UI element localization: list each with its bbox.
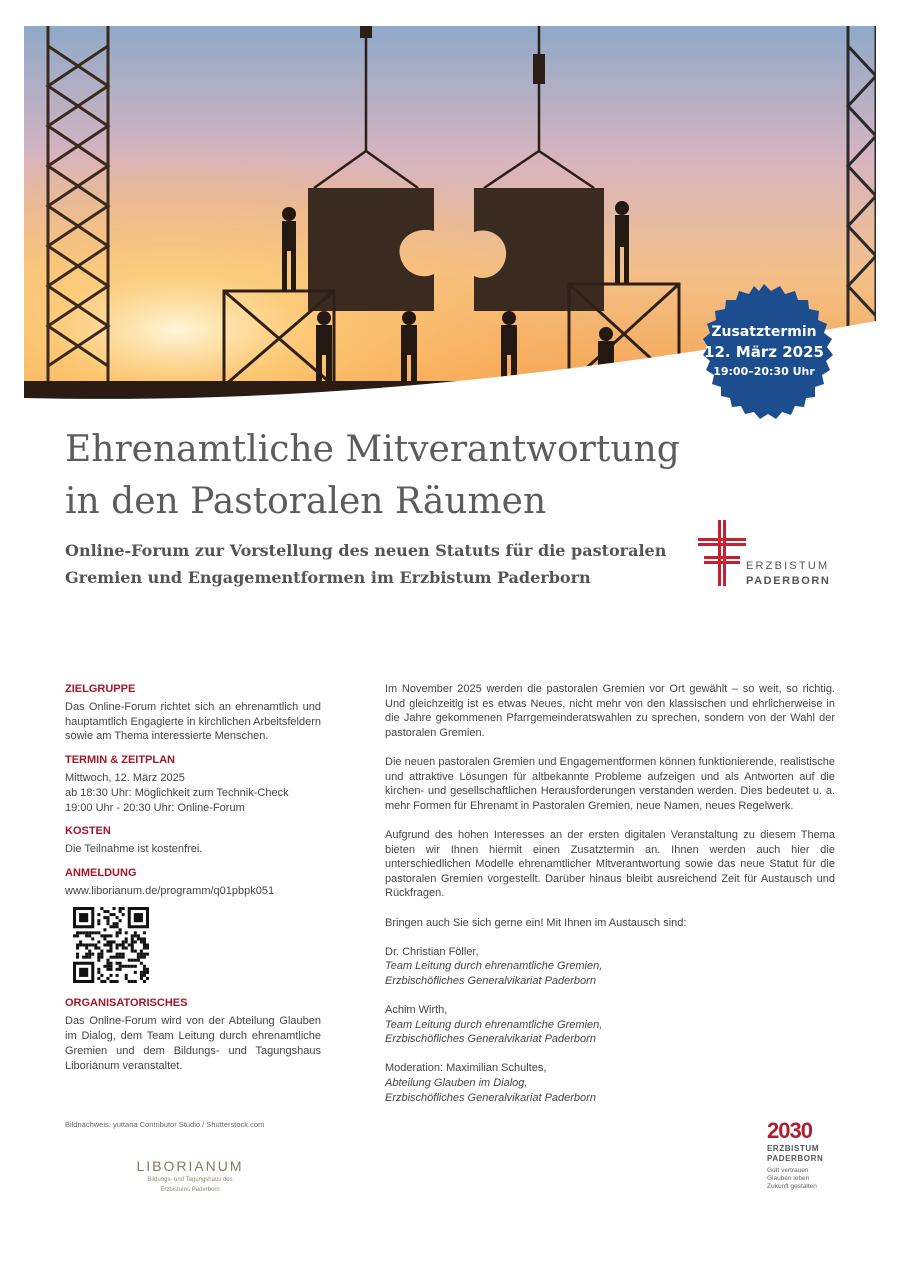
image-credit: Bildnachweis: yuttana Contributor Studio / Shutterstock.com xyxy=(65,1120,265,1129)
erzbistum-logo-line-2: PADERBORN xyxy=(746,575,831,587)
person-role: Abteilung Glauben im Dialog, xyxy=(385,1077,528,1090)
subtitle-line-2: Gremien und Engagementformen im Erzbistum Paderborn xyxy=(65,568,591,587)
logo-2030-slogan-2: Glauben leben xyxy=(767,1175,810,1182)
logo-2030-slogan-3: Zukunft gestalten xyxy=(767,1183,817,1190)
erzbistum-logo xyxy=(698,520,848,590)
person-role: Team Leitung durch ehrenamtliche Gremien, xyxy=(385,1018,603,1031)
zielgruppe-heading: ZIELGRUPPE xyxy=(65,683,136,695)
person-role: Team Leitung durch ehrenamtliche Gremien, xyxy=(385,960,603,973)
organisatorisches-text: Das Online-Forum wird von der Abteilung Glauben im Dialog, dem Team Leitung durch ehrenamtliche Gremien und dem Bildungs- und Tagungshaus Liborianum veranstaltet. xyxy=(65,1015,321,1072)
termin-date: Mittwoch, 12. März 2025 xyxy=(65,771,185,784)
logo-2030-number: 2030 xyxy=(767,1118,812,1143)
erzbistum-logo-line-1: ERZBISTUM xyxy=(746,560,830,572)
termin-heading: TERMIN & ZEITPLAN xyxy=(65,754,175,767)
paragraph-3: Aufgrund des hohen Interesses an der ersten digitalen Veranstaltung zu diesem Thema bieten wir Ihnen hiermit einen Zusatztermin an. Ihnen werden auch hier die unterschiedlichen Modelle ehrenamtlicher Mitverantwortung sowie das neue Statut für die pastoralen Gremien vorgestellt. Darüber hinaus bleibt ausreichend Zeit für Austausch und Rückfragen. xyxy=(385,828,835,900)
badge-time: 19:00–20:30 Uhr xyxy=(713,365,815,378)
person-2 xyxy=(385,1003,835,1047)
subtitle-line-1: Online-Forum zur Vorstellung des neuen Statuts für die pastoralen xyxy=(65,541,667,560)
title-line-1: Ehrenamtliche Mitverantwortung xyxy=(65,429,680,470)
qr-code-icon[interactable] xyxy=(73,907,149,983)
zusatztermin-badge xyxy=(694,282,834,422)
badge-label: Zusatztermin xyxy=(711,324,817,340)
zielgruppe-text: Das Online-Forum richtet sich an ehrenamtlich und hauptamtlich Engagierte in kirchlichen Arbeitsfeldern sowie am Thema interessierte Menschen. xyxy=(65,700,321,743)
termin-technik-check: ab 18:30 Uhr: Möglichkeit zum Technik-Check xyxy=(65,786,289,799)
page-title xyxy=(65,424,705,528)
section-termin xyxy=(65,753,321,815)
person-name: Achim Wirth, xyxy=(385,1004,448,1017)
kosten-text: Die Teilnahme ist kostenfrei. xyxy=(65,843,203,856)
anmeldung-heading: ANMELDUNG xyxy=(65,866,137,879)
cross-icon xyxy=(698,520,746,586)
person-1 xyxy=(385,945,835,989)
person-name: Moderation: Maximilian Schultes, xyxy=(385,1062,547,1075)
section-zielgruppe xyxy=(65,682,321,744)
paragraph-2: Die neuen pastoralen Gremien und Engagementformen können funktionierende, realistische und attraktive Lösungen für altbekannte Probleme aufzeigen und als Antworten auf die kirchen- und gesellschaftlichen Herausforderungen verstanden werden. Dies bedeutet u. a. mehr Formen für Ehrenamt in Pastoralen Gremien, neue Namen, neues Regelwerk. xyxy=(385,755,835,812)
badge-date: 12. März 2025 xyxy=(704,343,824,361)
liborianum-name: LIBORIANUM xyxy=(136,1158,244,1174)
logo-2030 xyxy=(767,1118,867,1191)
anmeldung-url[interactable]: www.liborianum.de/programm/q01pbpk051 xyxy=(65,884,275,897)
paragraph-1: Im November 2025 werden die pastoralen Gremien vor Ort gewählt – so weit, so richtig. Und gleichzeitig ist es etwas Neues, nicht mehr von den klassischen und ehrlicherweise in die Jahre gekommenen Pfarrgemeinderatswahlen zu sprechen, sondern von der Wahl der pastoralen Gremien. xyxy=(385,683,835,739)
logo-2030-line-2: PADERBORN xyxy=(767,1154,824,1163)
liborianum-sub-1: Bildungs- und Tagungshaus des xyxy=(147,1177,233,1183)
logo-2030-slogan-1: Gott vertrauen xyxy=(767,1167,809,1174)
liborianum-logo xyxy=(110,1158,270,1194)
logo-2030-line-1: ERZBISTUM xyxy=(767,1144,820,1153)
person-org: Erzbischöfliches Generalvikariat Paderborn xyxy=(385,974,596,987)
person-org: Erzbischöfliches Generalvikariat Paderborn xyxy=(385,1033,596,1046)
section-kosten xyxy=(65,824,321,857)
section-organisatorisches xyxy=(65,996,321,1073)
title-line-2: in den Pastoralen Räumen xyxy=(65,481,547,522)
description-column xyxy=(385,682,835,1120)
person-org: Erzbischöfliches Generalvikariat Paderborn xyxy=(385,1091,596,1104)
page-subtitle xyxy=(65,537,695,591)
liborianum-sub-2: Erzbistums Paderborn xyxy=(160,1187,220,1193)
kosten-heading: KOSTEN xyxy=(65,825,111,838)
info-column xyxy=(65,682,321,1082)
paragraph-4: Bringen auch Sie sich gerne ein! Mit Ihnen im Austausch sind: xyxy=(385,916,687,929)
section-anmeldung xyxy=(65,866,321,987)
organisatorisches-heading: ORGANISATORISCHES xyxy=(65,997,188,1010)
termin-forum-time: 19:00 Uhr - 20:30 Uhr: Online-Forum xyxy=(65,801,245,814)
person-name: Dr. Christian Föller, xyxy=(385,945,479,958)
person-3 xyxy=(385,1061,835,1105)
